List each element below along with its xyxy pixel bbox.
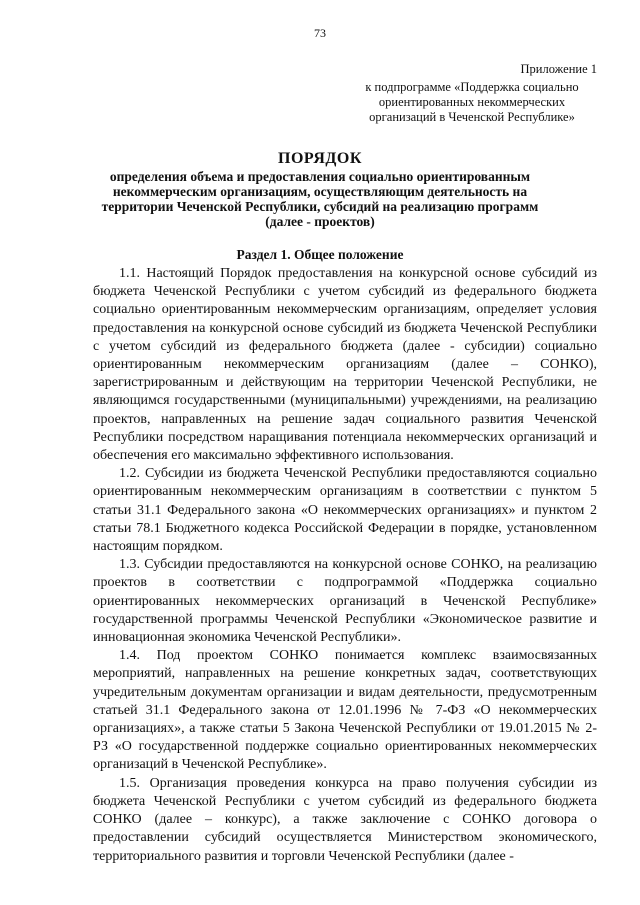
body-text [93,265,597,866]
paragraph-1-2: 1.2. Субсидии из бюджета Чеченской Республики предоставляются социально ориентированным некоммерческим организациям в соответствии с пунктом 5 статьи 31.1 Федерального закона «О некоммерческих организациях» и пунктом 2 статьи 78.1 Бюджетного кодекса Российской Федерации в порядке, установленном настоящим порядком. [93,466,597,555]
section-heading: Раздел 1. Общее положение [236,247,404,262]
paragraph-1-5: 1.5. Организация проведения конкурса на право получения субсидии из бюджета Чеченской Республики с учетом субсидий из федерального бюджета СОНКО (далее – конкурс), а также заключение с СОНКО договора о предоставлении субсидий осуществляется Министерством экономического, территориального развития и торговли Чеченской Республики (далее - [93,775,597,864]
appendix-reference: к подпрограмме «Поддержка социально ориентированных некоммерческих организаций в Чеченской Республике» [365,80,579,124]
appendix-label: Приложение 1 [520,62,597,76]
page-number: 73 [314,26,326,40]
paragraph-1-4: 1.4. Под проектом СОНКО понимается комплекс взаимосвязанных мероприятий, направленных на решение конкретных задач, соответствующих учредительным документам организации и видам деятельности, предусмотренным статьей 31.1 Федерального закона от 12.01.1996 № 7-ФЗ «О некоммерческих организациях», а также статьи 5 Закона Чеченской Республики от 19.01.2015 № 2-РЗ «О государственной поддержке социально ориентированных некоммерческих организаций в Чеченской Республике». [93,648,597,773]
document-subtitle: определения объема и предоставления социально ориентированным некоммерческим организациям, осуществляющим деятельность на территории Чеченской Республики, субсидий на реализацию программ (далее - проектов) [101,169,539,229]
paragraph-1-3: 1.3. Субсидии предоставляются на конкурсной основе СОНКО, на реализацию проектов в соответствии с подпрограммой «Поддержка социально ориентированных некоммерческих организаций в Чеченской Республике» государственной программы Чеченской Республики «Экономическое развитие и инновационная экономика Чеченской Республики». [93,557,597,646]
document-title: ПОРЯДОК [278,150,362,167]
paragraph-1-1: 1.1. Настоящий Порядок предоставления на конкурсной основе субсидий из бюджета Чеченской Республики с учетом субсидий из федерального бюджета социально ориентированным некоммерческим организациям, определяет условия предоставления на конкурсной основе субсидий из бюджета Чеченской Республики с учетом субсидий из федерального бюджета (далее - субсидии) социально ориентированным некоммерческим организациям (далее – СОНКО), зарегистрированным и действующим на территории Чеченской Республики, не являющимся государственными (муниципальными) учреждениями, на реализацию проектов, направленных на решение задач социального развития Чеченской Республики посредством наращивания потенциала некоммерческих организаций и обеспечения его максимально эффективного использования. [93,266,597,464]
appendix-block [327,62,597,125]
